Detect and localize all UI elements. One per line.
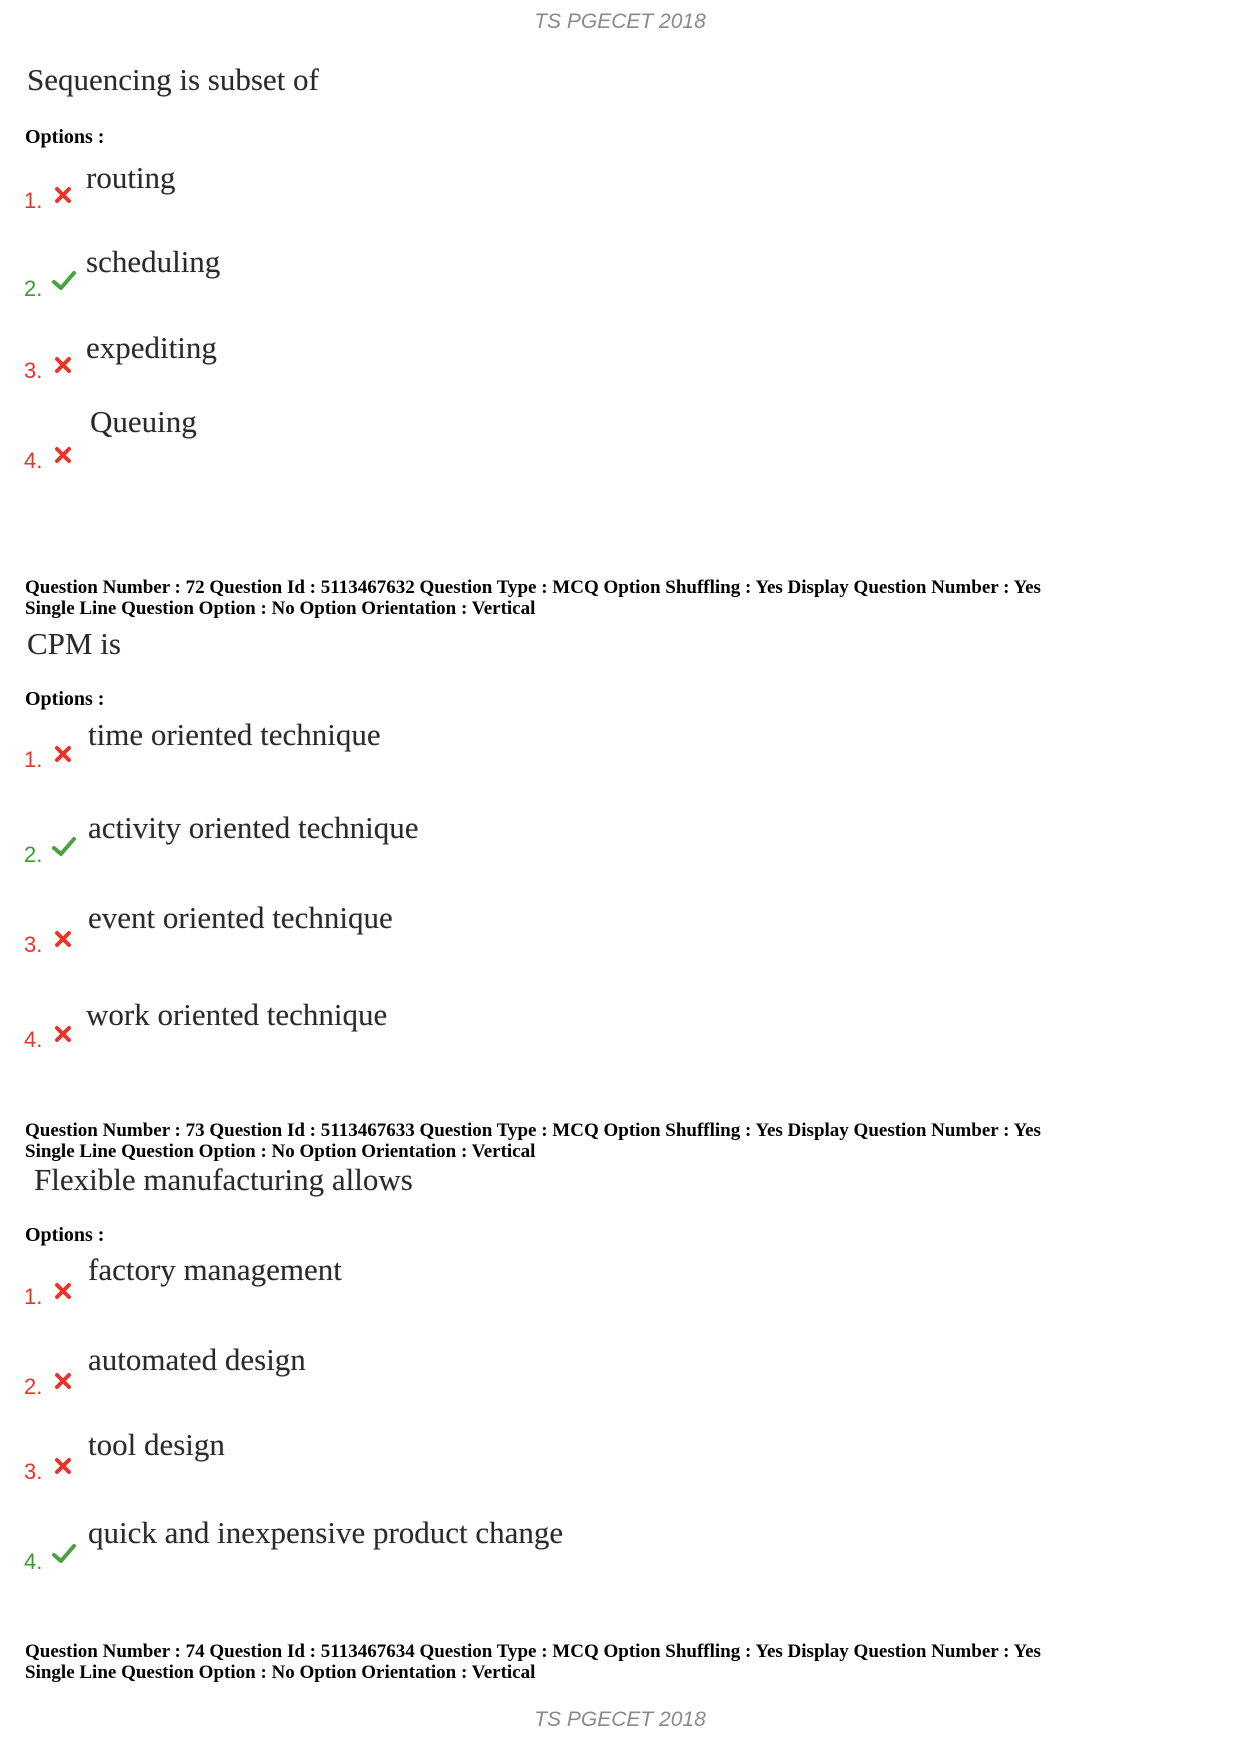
question-74-meta-line-1: Question Number : 74 Question Id : 5113467634 Question Type : MCQ Option Shuffling : Yes Display Question Number : Yes xyxy=(25,1641,1041,1662)
option-number: 2. xyxy=(24,276,43,301)
option-number: 1. xyxy=(24,1284,43,1309)
option-number: 1. xyxy=(24,747,43,772)
q73-option-1 xyxy=(0,1252,800,1320)
page-header: TS PGECET 2018 xyxy=(534,10,706,33)
q71-option-1 xyxy=(0,160,800,220)
check-icon xyxy=(52,1543,76,1565)
option-number: 4. xyxy=(24,1027,43,1052)
cross-icon xyxy=(52,1455,76,1477)
question-73-text: Flexible manufacturing allows xyxy=(34,1162,413,1197)
question-72-meta-line-1: Question Number : 72 Question Id : 5113467632 Question Type : MCQ Option Shuffling : Yes Display Question Number : Yes xyxy=(25,577,1041,598)
q73-option-2 xyxy=(0,1342,800,1410)
q71-option-3 xyxy=(0,330,800,390)
option-number: 1. xyxy=(24,188,43,213)
question-74-meta-line-2: Single Line Question Option : No Option Orientation : Vertical xyxy=(25,1662,536,1683)
cross-icon xyxy=(52,1370,76,1392)
option-text: Queuing xyxy=(90,404,197,439)
options-label: Options : xyxy=(25,126,105,148)
question-73-meta-line-2: Single Line Question Option : No Option Orientation : Vertical xyxy=(25,1141,536,1162)
check-icon xyxy=(52,836,76,858)
option-text: routing xyxy=(86,160,176,195)
option-text: expediting xyxy=(86,330,217,365)
option-number: 2. xyxy=(24,842,43,867)
option-text: activity oriented technique xyxy=(88,810,419,845)
q72-option-2 xyxy=(0,810,800,878)
q73-option-3 xyxy=(0,1427,800,1495)
question-71-text: Sequencing is subset of xyxy=(27,62,319,97)
q72-option-3 xyxy=(0,900,800,968)
q72-option-1 xyxy=(0,717,800,783)
cross-icon xyxy=(52,928,76,950)
question-73-meta-line-1: Question Number : 73 Question Id : 5113467633 Question Type : MCQ Option Shuffling : Yes Display Question Number : Yes xyxy=(25,1120,1041,1141)
option-number: 4. xyxy=(24,1549,43,1574)
q71-option-4 xyxy=(0,404,800,480)
option-number: 3. xyxy=(24,932,43,957)
page-footer: TS PGECET 2018 xyxy=(534,1708,706,1731)
option-number: 3. xyxy=(24,1459,43,1484)
question-72-meta-line-2: Single Line Question Option : No Option Orientation : Vertical xyxy=(25,598,536,619)
q73-option-4 xyxy=(0,1515,800,1585)
cross-icon xyxy=(52,743,76,765)
options-label: Options : xyxy=(25,688,105,710)
option-text: quick and inexpensive product change xyxy=(88,1515,564,1550)
option-number: 2. xyxy=(24,1374,43,1399)
q71-option-2 xyxy=(0,244,800,308)
option-number: 4. xyxy=(24,448,43,473)
cross-icon xyxy=(52,184,76,206)
options-label: Options : xyxy=(25,1224,105,1246)
option-text: tool design xyxy=(88,1427,225,1462)
option-text: time oriented technique xyxy=(88,717,381,752)
option-text: factory management xyxy=(88,1252,342,1287)
option-text: scheduling xyxy=(86,244,221,279)
option-text: work oriented technique xyxy=(86,997,388,1032)
option-text: event oriented technique xyxy=(88,900,393,935)
q72-option-4 xyxy=(0,997,800,1063)
option-text: automated design xyxy=(88,1342,306,1377)
question-72-text: CPM is xyxy=(27,626,121,661)
cross-icon xyxy=(52,1023,76,1045)
cross-icon xyxy=(52,354,76,376)
cross-icon xyxy=(52,444,76,466)
option-number: 3. xyxy=(24,358,43,383)
check-icon xyxy=(52,270,76,292)
cross-icon xyxy=(52,1280,76,1302)
